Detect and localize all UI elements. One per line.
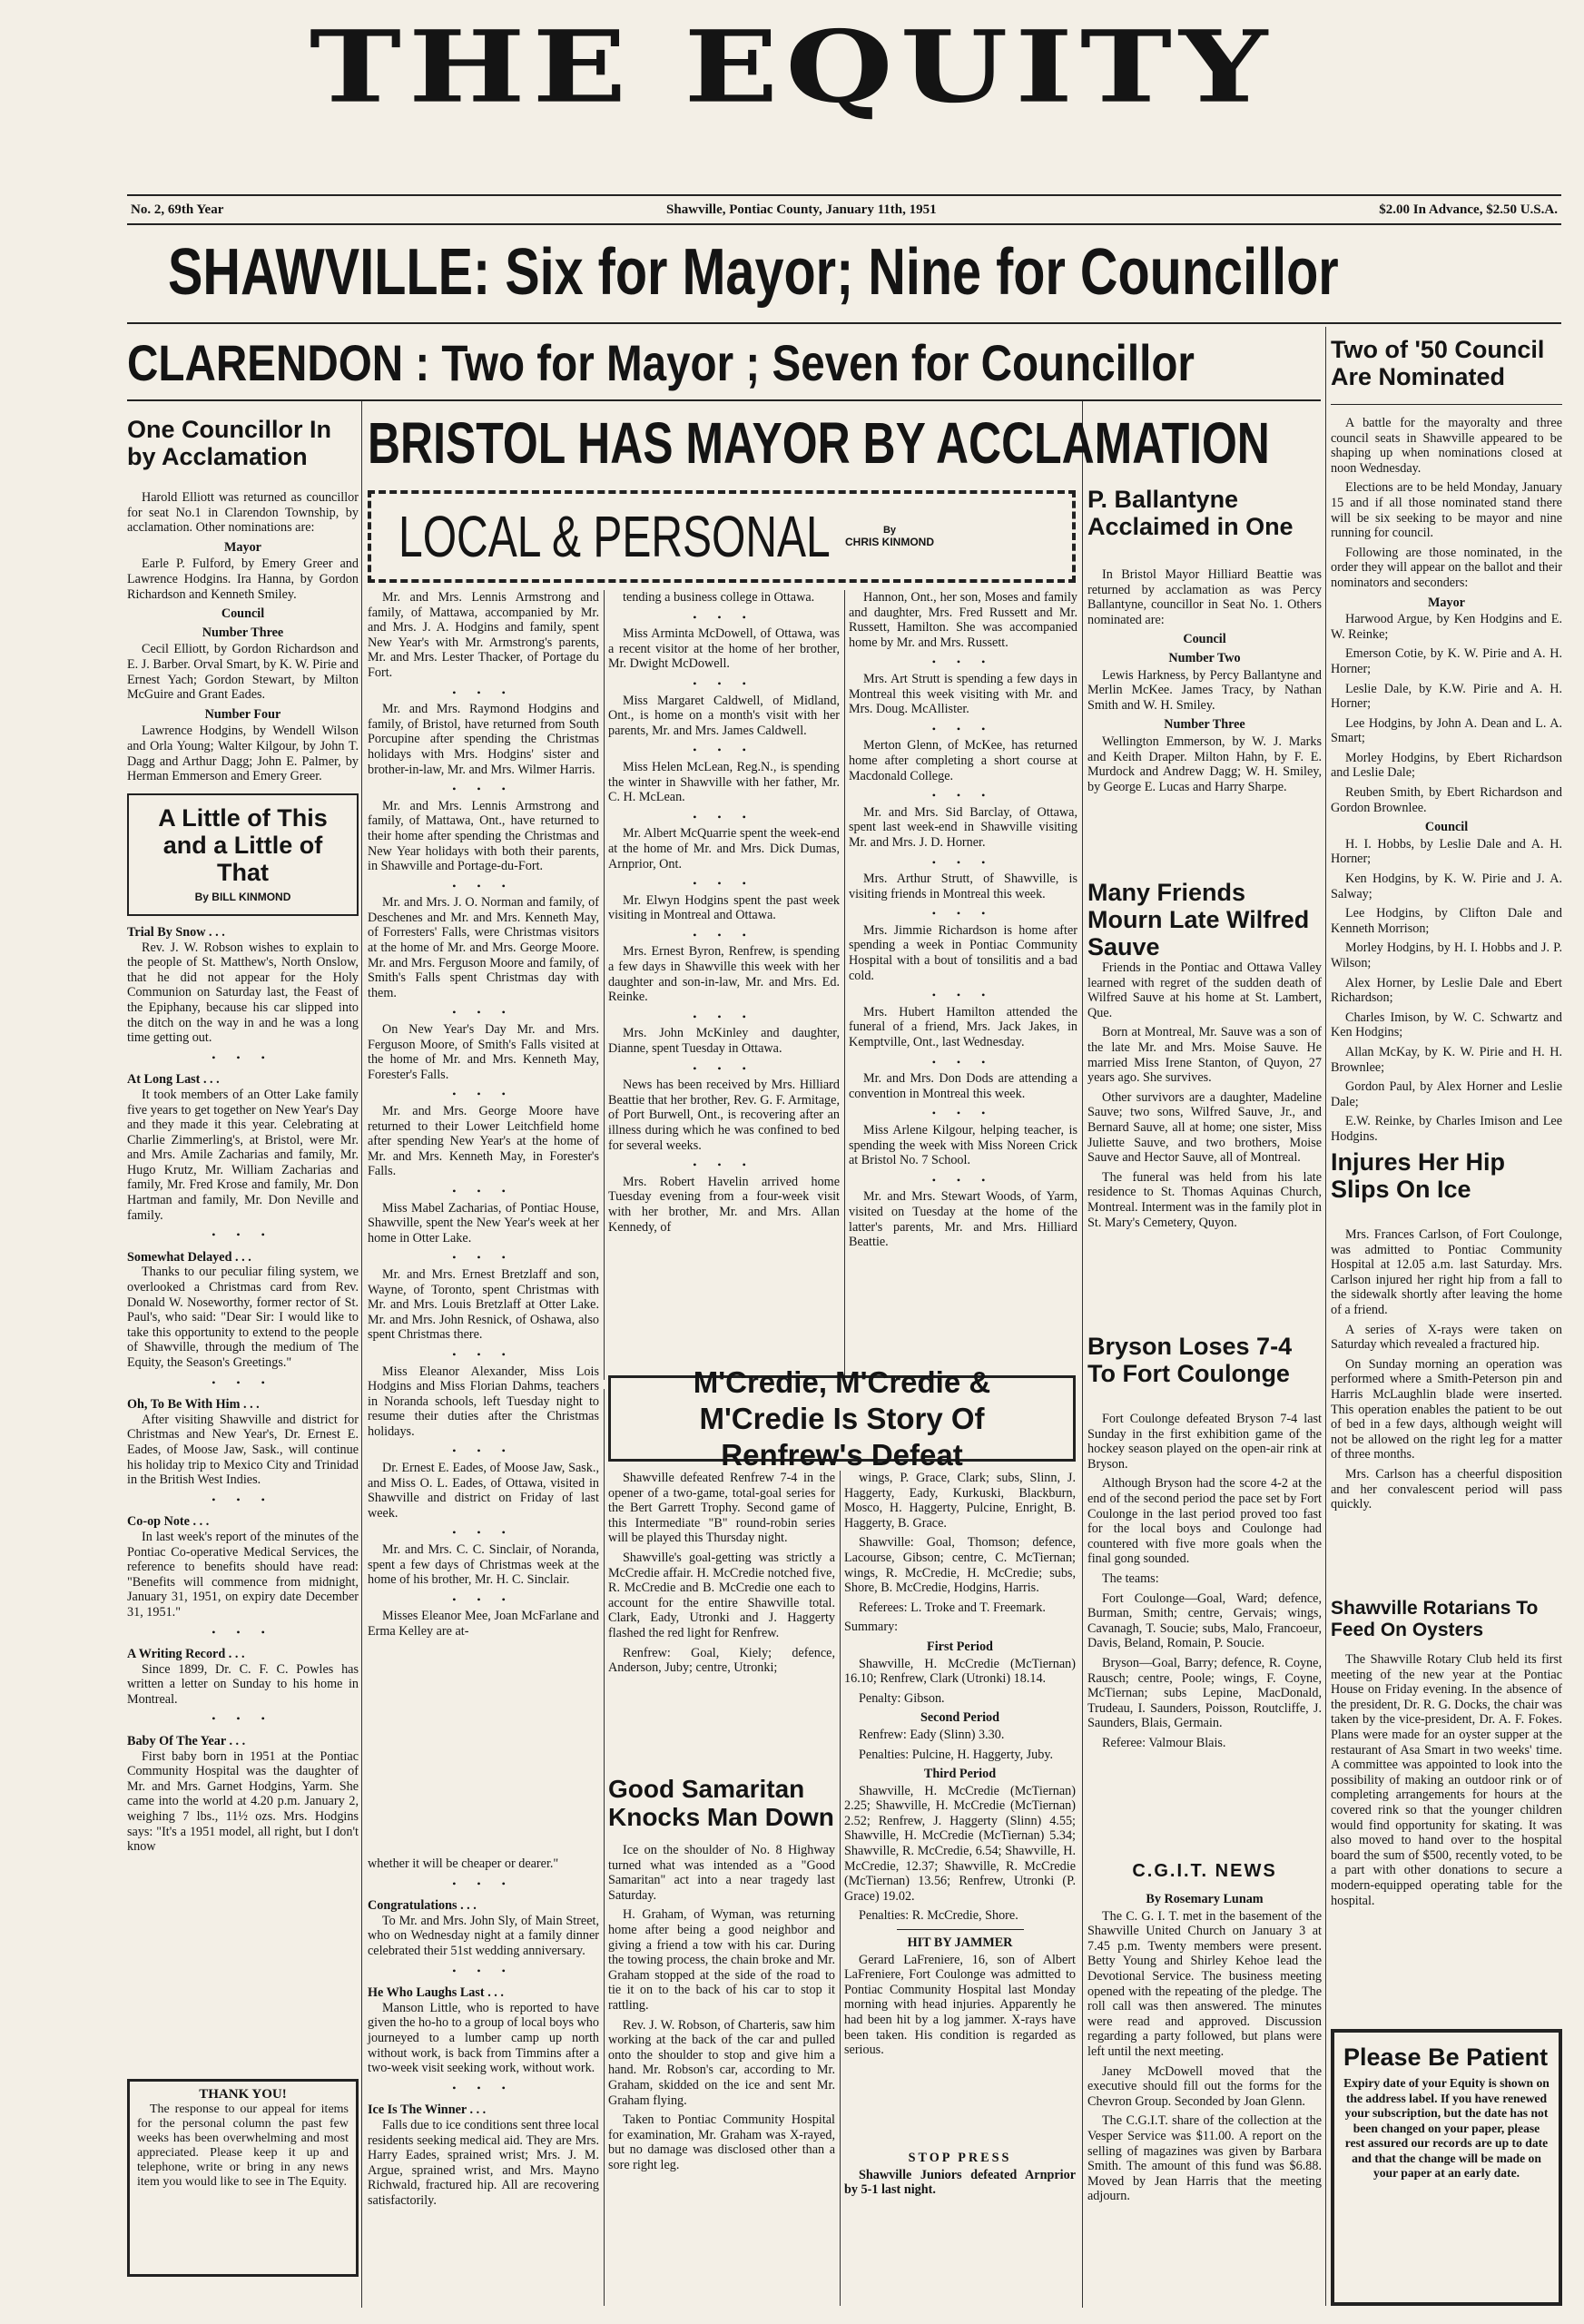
local-item: Mr. and Mrs. Lennis Armstrong and family, of Mattawa, accompanied by Mr. and Mrs. J. A. Hodgins and family, spent New Year's with Mr. Armstrong's parents, Mr. and Mrs. Lester Thacker, of Portage du Fort. bbox=[368, 590, 599, 680]
hip-paragraph: A series of X-rays were taken on Saturday which revealed a fractured hip. bbox=[1331, 1322, 1562, 1353]
cgit-paragraph: The C.G.I.T. share of the collection at the Vesper Service was $11.00. A report on the selling of magazines was given by Barbara Smith. The amount of this fund was $6.88. Moved by Jean Harris that the meeting adjourn. bbox=[1087, 2113, 1322, 2204]
column-item-text: Manson Little, who is reported to have given the ho-ho to a group of local boys who journeyed to a lumber camp up north without work, is back from Timmins after a two-week visit seeking work, without work. bbox=[368, 2000, 599, 2076]
hit-by-jammer-heading: HIT BY JAMMER bbox=[907, 1935, 1013, 1951]
mayor-nominee: Reuben Smith, by Ebert Richardson and Gordon Brownlee. bbox=[1331, 785, 1562, 815]
column-item-text: To Mr. and Mrs. John Sly, of Main Street, who on Wednesday night at a family dinner celebrated their 51st wedding anniversary. bbox=[368, 1913, 599, 1958]
hip-text bbox=[1331, 1227, 1562, 1586]
sauve-paragraph: Friends in the Pontiac and Ottawa Valley learned with regret of the sudden death of Wilfred Sauve at his home at St. Lambert, Que. bbox=[1087, 960, 1322, 1020]
separator-dots: • • • bbox=[452, 1876, 515, 1890]
separator-dots: • • • bbox=[452, 1347, 515, 1361]
thank-you-box bbox=[127, 2079, 359, 2277]
local-item: Merton Glenn, of McKee, has returned home after completing a short course at Macdonald College. bbox=[849, 738, 1077, 783]
separator-dots: • • • bbox=[212, 1625, 274, 1639]
local-item: Mr. and Mrs. George Moore have returned to their Lower Leitchfield home after spending New Year's at the home of Mr. and Mrs. Kenneth May, in Forester's Falls. bbox=[368, 1104, 599, 1179]
clarendon-intro: Harold Elliott was returned as councillor for seat No.1 in Clarendon Township, by acclamation. Other nominations are: bbox=[127, 490, 359, 536]
seat3-label: Number Three bbox=[202, 625, 284, 640]
col2-lower bbox=[368, 1856, 599, 2310]
hockey-col-b bbox=[844, 1471, 1076, 2124]
column-item-heading: Co-op Note . . . bbox=[127, 1514, 210, 1530]
ballantyne-intro: In Bristol Mayor Hilliard Beattie was returned by acclamation as was Percy Ballantyne, councillor in Seat No. 1. Others nominated are: bbox=[1087, 567, 1322, 627]
local-item: Mr. and Mrs. Ernest Bretzlaff and son, Wayne, of Toronto, spent Christmas with Mr. and Mrs. Louis Bretzlaff at Otter Lake. Mr. and Mrs. John Resnick, of Oshawa, also spent Christmas there. bbox=[368, 1266, 599, 1343]
column-item-heading: A Writing Record . . . bbox=[127, 1647, 245, 1662]
rotary-headline: Shawville Rotarians To Feed On Oysters bbox=[1331, 1598, 1539, 1640]
rotary-paragraph: The Shawville Rotary Club held its first meeting of the new year at the Pontiac House on Friday evening. In the absence of the president, Dr. R. G. Docks, the chair was taken by the vice-president, Dr. A. F. Fokes. Plans were made for an oyster supper at the restaurant of Asa Smart in two weeks' time. A committee was appointed to look into the possibility of making an outdoor rink or of completing arrangements for hours at the covered rink so that the younger children would find opportunity for skating. It was also moved to hand over to the hospital board the sum of $500, recently voted, to be a part with other donations to secure a modern-equipped operating table for the hospital. bbox=[1331, 1652, 1562, 1908]
bryson-paragraph: Although Bryson had the score 4-2 at the end of the second period the pace set by Fort Coulonge in the last period proved too fast for the local boys and Coulonge had countered with five more goals when the final gong sounded. bbox=[1087, 1476, 1322, 1567]
issue-number: No. 2, 69th Year bbox=[131, 202, 224, 217]
patient-text: Expiry date of your Equity is shown on the address label. If you have renewed your subscription, but the date has not been changed on your paper, please rest assured our records are up to date and that the change will be made on your paper at an early date. bbox=[1343, 2076, 1550, 2181]
separator-dots: • • • bbox=[212, 1492, 274, 1506]
local-item: Mr. Albert McQuarrie spent the week-end at the home of Mr. and Mrs. Dick Dumas, Arnprior, Ont. bbox=[608, 826, 840, 872]
council-nominee: Morley Hodgins, by H. I. Hobbs and J. P. Wilson; bbox=[1331, 940, 1562, 970]
period3-label: Third Period bbox=[923, 1767, 997, 1782]
ballantyne-headline: P. Ballantyne Acclaimed in One bbox=[1087, 486, 1294, 541]
local-item: Miss Arminta McDowell, of Ottawa, was a recent visitor at the home of her brother, Mr. Dwight McDowell. bbox=[608, 626, 840, 672]
mayor-nominee: Leslie Dale, by K.W. Pirie and A. H. Horner; bbox=[1331, 681, 1562, 712]
little-of-this-box bbox=[127, 793, 359, 916]
ballantyne-text bbox=[1087, 567, 1322, 867]
samaritan-paragraph: H. Graham, of Wyman, was returning home after being a good neighbor and giving a friend a tow with his car. During the towing process, the chain broke and Mr. Graham stopped at the side of the road to tie it on to the back of his car to stop it rattling. bbox=[608, 1907, 835, 2013]
separator-dots: • • • bbox=[931, 855, 995, 869]
council50-paragraph: Elections are to be held Monday, January 15 and if all those nominated stand there will be six seeking to be mayor and nine running for council. bbox=[1331, 480, 1562, 541]
local-author: CHRIS KINMOND bbox=[845, 536, 934, 548]
mayor-nominee: Harwood Argue, by Ken Hodgins and E. W. Reinke; bbox=[1331, 612, 1562, 642]
local-col-a bbox=[368, 590, 599, 1707]
separator-dots: • • • bbox=[452, 1006, 515, 1019]
hockey-paragraph: Shawville: Goal, Thomson; defence, Lacourse, Gibson; centre, C. McTiernan; wings, R. McCredie, H. McCredie; subs, Shore, B. McCredie, Hodgins, Harris. bbox=[844, 1535, 1076, 1596]
local-item: Dr. Ernest E. Eades, of Moose Jaw, Sask., and Miss O. L. Eades, of Ottawa, visited in Shawville and district on Friday of last week. bbox=[368, 1461, 599, 1521]
separator-dots: • • • bbox=[693, 743, 755, 757]
column-item-heading: Trial By Snow . . . bbox=[127, 924, 225, 940]
hockey-headline-box bbox=[608, 1364, 1076, 1472]
little-of-this-byline: By BILL KINMOND bbox=[194, 891, 291, 904]
separator-dots: • • • bbox=[931, 989, 995, 1002]
clarendon-seat3: Cecil Elliott, by Gordon Richardson and E. J. Barber. Orval Smart, by K. W. Pirie and Ernest Yach; Gordon Stewart, by Milton McGuire and Grant Eades. bbox=[127, 642, 359, 703]
hockey-paragraph: Shawville defeated Renfrew 7-4 in the opener of a two-game, total-goal series for the Bert Garrett Trophy. Second game of this Intermediate "B" round-robin series will be played this Thursday night. bbox=[608, 1471, 835, 1546]
samaritan-paragraph: Taken to Pontiac Community Hospital for examination, Mr. Graham was X-rayed, but no damage was disclosed other than a sore right leg. bbox=[608, 2112, 835, 2172]
local-item: Mrs. John McKinley and daughter, Dianne, spent Tuesday in Ottawa. bbox=[608, 1026, 840, 1057]
separator-dots: • • • bbox=[693, 1009, 755, 1023]
local-item: Miss Margaret Caldwell, of Midland, Ont., is home on a month's visit with her parents, Mr. and Mrs. James Caldwell. bbox=[608, 693, 840, 738]
samaritan-text bbox=[608, 1843, 835, 2310]
hockey-paragraph: Shawville's goal-getting was strictly a McCredie affair. H. McCredie notched five, R. McCredie and B. McCredie one each to account for the entire Shawville total. Clark, Eady, Utronki and J. Haggerty flashed the red light for Renfrew. bbox=[608, 1550, 835, 1640]
place-date: Shawville, Pontiac County, January 11th, 1951 bbox=[666, 202, 937, 217]
period2-penalties: Penalties: Pulcine, H. Haggerty, Juby. bbox=[859, 1747, 1054, 1762]
local-item: Hannon, Ont., her son, Moses and family and daughter, Mrs. Fred Russett and Mr. Russett, Hamilton. She was accompanied home by Mr. and Mrs. Russett. bbox=[849, 590, 1077, 650]
hip-paragraph: Mrs. Carlson has a cheerful disposition and her convalescent period will pass quickly. bbox=[1331, 1466, 1562, 1512]
column-item-heading: He Who Laughs Last . . . bbox=[368, 1985, 504, 2001]
local-item: Mrs. Jimmie Richardson is home after spending a week in Pontiac Community Hospital with a bout of tonsilitis and a bad cold. bbox=[849, 922, 1077, 983]
council-nominee: Charles Imison, by W. C. Schwartz and Ken Hodgins; bbox=[1331, 1009, 1562, 1040]
samaritan-paragraph: Rev. J. W. Robson, of Charteris, saw him working at the back of the car and pulled onto the shoulder to stop and give him a hand. Mr. Robson's car, according to Mr. Graham, skidded on the ice and sent Mr. Graham flying. bbox=[608, 2017, 835, 2108]
column-item-text: After visiting Shawville and district for Christmas and New Year's, Dr. Ernest E. Eades, of Moose Jaw, Sask., will continue his holiday trip to Mexico City and Trinidad in the British West Indies. bbox=[127, 1412, 359, 1488]
column-item-text: It took members of an Otter Lake family five years to get together on New Year's Day and they made it this year. Celebrating at Charlie Zimmerling's, at Bristol, were Mr. and Mrs. Amile Zacharias and family, Mr. Hugo Krutz, Mr. William Zacharias and family, Mr. Fred Krose and family, Mr. Don Hartman and family, Mr. Don Neville and family. bbox=[127, 1087, 359, 1223]
bristol-headline: BRISTOL HAS MAYOR BY ACCLAMATION bbox=[368, 410, 1270, 476]
separator-dots: • • • bbox=[212, 1228, 274, 1242]
separator-dots: • • • bbox=[452, 1088, 515, 1101]
separator-dots: • • • bbox=[452, 879, 515, 892]
hockey-paragraph: Renfrew: Goal, Kiely; defence, Anderson, Juby; centre, Utronki; bbox=[608, 1645, 835, 1676]
separator-dots: • • • bbox=[693, 676, 755, 690]
sauve-paragraph: Other survivors are a daughter, Madeline Sauve; two sons, Wilfred Sauve, Jr., and Bernard Sauve, all at home; one sister, Miss Juliette Sauve, and two brothers, Moise Sauve and Hector Sauve, all of Montreal. bbox=[1087, 1089, 1322, 1166]
period1-goals: Shawville, H. McCredie (McTiernan) 16.10; Renfrew, Clark (Utronki) 18.14. bbox=[844, 1656, 1076, 1687]
stop-press bbox=[844, 2147, 1076, 2310]
column-item-heading: Baby Of The Year . . . bbox=[127, 1734, 246, 1749]
council-nominee: Alex Horner, by Leslie Dale and Ebert Richardson; bbox=[1331, 975, 1562, 1006]
stop-press-text: Shawville Juniors defeated Arnprior by 5-1 last night. bbox=[844, 2167, 1076, 2198]
council50-text bbox=[1331, 416, 1562, 1144]
hip-paragraph: Mrs. Frances Carlson, of Fort Coulonge, was admitted to Pontiac Community Hospital at 12.05 a.m. last Saturday. Mrs. Carlson injured her right hip from a fall to the sidewalk shortly after leaving the home of a friend. bbox=[1331, 1227, 1562, 1317]
seat4-label: Number Four bbox=[204, 706, 281, 722]
sauve-paragraph: The funeral was held from his late residence to St. Thomas Aquinas Church, Montreal. Interment was in the family plot in St. Mary's Cemetery, Quyon. bbox=[1087, 1169, 1322, 1230]
period1-label: First Period bbox=[927, 1639, 993, 1654]
column-item-heading: At Long Last . . . bbox=[127, 1072, 220, 1088]
separator-dots: • • • bbox=[693, 877, 755, 891]
sauve-paragraph: Born at Montreal, Mr. Sauve was a son of the late Mr. and Mrs. Moise Sauve. He married Miss Irene Stanton, of Quyon, 27 years ago. She survives. bbox=[1087, 1025, 1322, 1086]
summary-label: Summary: bbox=[844, 1620, 899, 1635]
bryson-text bbox=[1087, 1412, 1322, 1838]
council50-mayor-label: Mayor bbox=[1428, 595, 1465, 610]
bryson-headline: Bryson Loses 7-4 To Fort Coulonge bbox=[1087, 1333, 1293, 1388]
bryson-paragraph: Bryson—Goal, Barry; defence, R. Coyne, Rausch; centre, Poole; wings, F. Coyne, McTiernan; subs Lepine, MacDonald, Trudeau, I. Saunders, Poisson, Routcliffe, J. Saunders, Blais, Germain. bbox=[1087, 1655, 1322, 1731]
hip-headline: Injures Her Hip Slips On Ice bbox=[1331, 1148, 1506, 1204]
local-item: Mr. and Mrs. Don Dods are attending a convention in Montreal this week. bbox=[849, 1071, 1077, 1101]
patient-headline: Please Be Patient bbox=[1343, 2043, 1549, 2071]
separator-dots: • • • bbox=[931, 789, 995, 803]
column-item-heading: Oh, To Be With Him . . . bbox=[127, 1397, 260, 1413]
clarendon-section-heading: One Councillor In by Acclamation bbox=[127, 416, 332, 471]
council-label: Council bbox=[221, 606, 265, 622]
separator-dots: • • • bbox=[452, 685, 515, 699]
separator-dots: • • • bbox=[452, 783, 515, 796]
cgit-byline: By Rosemary Lunam bbox=[1146, 1892, 1264, 1906]
masthead: THE EQUITY bbox=[309, 9, 1275, 125]
separator-dots: • • • bbox=[452, 2081, 515, 2094]
separator-dots: • • • bbox=[452, 1444, 515, 1458]
separator-dots: • • • bbox=[212, 1375, 274, 1389]
separator-dots: • • • bbox=[693, 810, 755, 823]
period1-penalties: Penalty: Gibson. bbox=[859, 1690, 945, 1706]
please-be-patient-box bbox=[1331, 2029, 1562, 2306]
local-item: Mr. and Mrs. C. C. Sinclair, of Noranda, spent a few days of Christmas week at the home of his brother, Mr. H. C. Sinclair. bbox=[368, 1542, 599, 1588]
mayor-nominee: Emerson Cotie, by K. W. Pirie and A. H. Horner; bbox=[1331, 646, 1562, 676]
local-item: Mr. and Mrs. Lennis Armstrong and family, of Mattawa, Ont., have returned to their home after spending the Christmas and New Year holidays with both their parents, in Shawville and Portage-du-Fort. bbox=[368, 798, 599, 874]
hit-by-jammer-text: Gerard LaFreniere, 16, son of Albert LaFreniere, Fort Coulonge was admitted to Pontiac Community Hospital last Monday morning with head injuries. Apparently he had been hit by a log jammer. X-rays have been taken. His condition is regarded as serious. bbox=[844, 1952, 1076, 2058]
local-item: Mr. Elwyn Hodgins spent the past week visiting in Montreal and Ottawa. bbox=[608, 892, 840, 923]
cgit-headline: C.G.I.T. NEWS bbox=[1132, 1861, 1277, 1881]
local-item: tending a business college in Ottawa. bbox=[623, 590, 815, 605]
local-item: Miss Eleanor Alexander, Miss Lois Hodgins and Miss Florian Dahms, teachers in Noranda schools, left Tuesday night to resume their duties after the Christmas holidays. bbox=[368, 1364, 599, 1439]
council50-paragraph: Following are those nominated, in the order they will appear on the ballot and their nominators and seconders: bbox=[1331, 545, 1562, 590]
separator-dots: • • • bbox=[693, 928, 755, 941]
ballantyne-seat3: Wellington Emmerson, by W. J. Marks and Keith Draper. Milton Hahn, by F. E. Murdock and Andrew Dagg; W. H. Smiley, by George E. Lucas and Harry Sharpe. bbox=[1087, 734, 1322, 794]
local-item: Miss Helen McLean, Reg.N., is spending the winter in Shawville with her father, Mr. C. H. McLean. bbox=[608, 759, 840, 805]
separator-dots: • • • bbox=[931, 722, 995, 735]
column-item-text: Thanks to our peculiar filing system, we overlooked a Christmas card from Rev. Donald W. Noseworthy, former rector of St. Paul's, who said: "Dear Sir: I would like to take this opportunity to extend to the people of Shawville, through the medium of The Equity, the Season's Greetings." bbox=[127, 1265, 359, 1371]
local-item: Mr. and Mrs. Raymond Hodgins and family, of Bristol, have returned from South Porcupine after spending the Christmas holidays with Mrs. Hodgins' sister and brother-in-law, Mr. and Mrs. Wilmer Harris. bbox=[368, 702, 599, 777]
bryson-paragraph: Fort Coulonge defeated Bryson 7-4 last Sunday in the first exhibition game of the hockey season played on the open-air rink at Bryson. bbox=[1087, 1412, 1322, 1472]
hockey-paragraph: wings, P. Grace, Clark; subs, Slinn, J. Haggerty, Eady, Kurkuski, Blackburn, Mosco, H. Haggerty, Pulcine, Enright, B. Haggerty, B. Grace. bbox=[844, 1471, 1076, 1531]
local-item: On New Year's Day Mr. and Mrs. Ferguson Moore, of Smith's Falls visited at the home of Mr. and Mrs. Kenneth May, Forester's Falls. bbox=[368, 1022, 599, 1082]
ballantyne-council-label: Council bbox=[1183, 632, 1226, 647]
local-item: Mr. and Mrs. J. O. Norman and family, of Deschenes and Mr. and Mrs. Kenneth May, of Forresters' Falls, were Christmas visitors at the home of Mr. and Mrs. George Moore. Mr. and Mrs. Ferguson Moore and family, of Smith's Falls spent Christmas day with them. bbox=[368, 895, 599, 1000]
separator-dots: • • • bbox=[931, 907, 995, 921]
col1-items bbox=[127, 925, 359, 1855]
sauve-headline: Many Friends Mourn Late Wilfred Sauve bbox=[1087, 879, 1310, 961]
separator-dots: • • • bbox=[452, 1526, 515, 1540]
separator-dots: • • • bbox=[931, 1055, 995, 1068]
council-nominee: H. I. Hobbs, by Leslie Dale and A. H. Horner; bbox=[1331, 836, 1562, 867]
dateline bbox=[127, 194, 1561, 225]
local-item: Miss Arlene Kilgour, helping teacher, is spending the week with Miss Noreen Crick at Bristol No. 7 School. bbox=[849, 1123, 1077, 1168]
local-item: Mr. and Mrs. Sid Barclay, of Ottawa, spent last week-end in Shawville visiting Mr. and Mrs. J. D. Horner. bbox=[849, 804, 1077, 850]
ballantyne-seat3-label: Number Three bbox=[1164, 717, 1245, 733]
separator-dots: • • • bbox=[931, 1173, 995, 1187]
local-personal-title: LOCAL & PERSONAL bbox=[398, 504, 831, 569]
period3-penalties: Penalties: R. McCredie, Shore. bbox=[859, 1908, 1018, 1924]
column-item-heading: Somewhat Delayed . . . bbox=[127, 1249, 251, 1265]
local-item: Mr. and Mrs. Stewart Woods, of Yarm, visited on Tuesday at the home of the latter's parents, Mr. and Mrs. Hilliard Beattie. bbox=[849, 1189, 1077, 1250]
separator-dots: • • • bbox=[452, 1592, 515, 1606]
local-col-b bbox=[608, 590, 840, 1380]
separator-dots: • • • bbox=[452, 1251, 515, 1265]
mayor-label: Mayor bbox=[224, 539, 261, 555]
little-of-this-title: A Little of This and a Little of That bbox=[158, 803, 328, 887]
period2-goals: Renfrew: Eady (Slinn) 3.30. bbox=[859, 1727, 1005, 1742]
hockey-paragraph: Referees: L. Troke and T. Freemark. bbox=[859, 1600, 1046, 1615]
clarendon-seat4: Lawrence Hodgins, by Wendell Wilson and Orla Young; Walter Kilgour, by John T. Dagg and Arthur Dagg; John E. Palmer, by Herman Emmerson and Emery Greer. bbox=[127, 724, 359, 784]
samaritan-headline: Good Samaritan Knocks Man Down bbox=[608, 1775, 834, 1832]
council-nominee: Allan McKay, by K. W. Pirie and H. H. Brownlee; bbox=[1331, 1044, 1562, 1075]
separator-dots: • • • bbox=[693, 1158, 755, 1172]
council-nominee: Gordon Paul, by Alex Horner and Leslie Dale; bbox=[1331, 1079, 1562, 1109]
hockey-col-a bbox=[608, 1471, 835, 1766]
price: $2.00 In Advance, $2.50 U.S.A. bbox=[1379, 202, 1558, 217]
mayor-nominee: Lee Hodgins, by John A. Dean and L. A. Smart; bbox=[1331, 715, 1562, 746]
stop-press-heading: STOP PRESS bbox=[908, 2151, 1012, 2165]
local-item: News has been received by Mrs. Hilliard Beattie that her brother, Rev. G. F. Armitage, of Port Burwell, Ont., is recovering after an illness during which he was confined to bed for several weeks. bbox=[608, 1078, 840, 1153]
local-item: Mrs. Art Strutt is spending a few days in Montreal this week visiting with Mr. and Mrs. Doug. McAllister. bbox=[849, 671, 1077, 717]
ballantyne-seat2: Lewis Harkness, by Percy Ballantyne and Merlin McKee. James Tracy, by Nathan Smith and W. H. Smiley. bbox=[1087, 667, 1322, 713]
council50-headline: Two of '50 Council Are Nominated bbox=[1331, 336, 1545, 391]
local-item: Misses Eleanor Mee, Joan McFarlane and Erma Kelley are at- bbox=[368, 1609, 599, 1639]
council50-paragraph: A battle for the mayoralty and three council seats in Shawville appeared to be shaping up when nominations closed at noon Wednesday. bbox=[1331, 416, 1562, 476]
council-nominee: Lee Hodgins, by Clifton Dale and Kenneth Morrison; bbox=[1331, 906, 1562, 936]
separator-dots: • • • bbox=[212, 1712, 274, 1726]
sauve-text bbox=[1087, 960, 1322, 1315]
ballantyne-seat2-label: Number Two bbox=[1168, 650, 1241, 665]
local-personal-banner bbox=[368, 490, 1076, 583]
column-item-text: In last week's report of the minutes of the Pontiac Co-operative Medical Services, the reference to benefits should have read: "Benefits will commence from midnight, January 31, 1951, on expiry date December 31, 1951." bbox=[127, 1529, 359, 1620]
column-item-text: whether it will be cheaper or dearer." bbox=[368, 1856, 559, 1871]
hockey-headline: M'Credie, M'Credie & M'Credie Is Story Of Renfrew's Defeat bbox=[693, 1364, 991, 1472]
hip-paragraph: On Sunday morning an operation was performed where a Smith-Peterson pin and Harris McLaughlin blade were inserted. This operation enables the patient to be out of bed in a few days, although weight will not be allowed on the right leg for a matter of three months. bbox=[1331, 1356, 1562, 1462]
local-item: Mrs. Arthur Strutt, of Shawville, is visiting friends in Montreal this week. bbox=[849, 872, 1077, 901]
separator-dots: • • • bbox=[693, 610, 755, 624]
bryson-paragraph: Fort Coulonge—Goal, Ward; defence, Burman, Smith; centre, Gervais; wings, Cavanagh, T. Soucie; subs, Malo, Francoeur, Davis, Beland, Romain, P. Soucie. bbox=[1087, 1590, 1322, 1651]
local-item: Miss Mabel Zacharias, of Pontiac House, Shawville, spent the New Year's week at her home in Otter Lake. bbox=[368, 1200, 599, 1246]
council-nominee: Ken Hodgins, by K. W. Pirie and J. A. Salway; bbox=[1331, 872, 1562, 901]
local-by: By bbox=[882, 525, 897, 536]
col1-text bbox=[127, 490, 359, 1855]
column-item-heading: Ice Is The Winner . . . bbox=[368, 2102, 487, 2118]
bryson-paragraph: The teams: bbox=[1102, 1571, 1159, 1586]
separator-dots: • • • bbox=[693, 1061, 755, 1075]
thank-you-title: THANK YOU! bbox=[199, 2087, 287, 2102]
column-item-text: Rev. J. W. Robson wishes to explain to the people of St. Matthew's, North Onslow, that he did not appear for the Holy Communion on Saturday last, the Feast of the Epiphany, because his car slipped into the ditch on the way in and he was a long time getting out. bbox=[127, 940, 359, 1046]
column-item-text: First baby born in 1951 at the Pontiac Community Hospital was the daughter of Mr. and Mrs. Garnet Hodgins, Yarm. She came into the world at 4.20 p.m. January 2, weighing 7 lbs., 11½ ozs. Mrs. Hodgins says: "It's a 1951 model, all right, but I don't know bbox=[127, 1748, 359, 1855]
column-item-heading: Congratulations . . . bbox=[368, 1898, 477, 1914]
local-item: Mrs. Hubert Hamilton attended the funeral of a friend, Mrs. Jack Jakes, in Kemptville, Ont., last Wednesday. bbox=[849, 1004, 1077, 1050]
main-headline: SHAWVILLE: Six for Mayor; Nine for Councillor bbox=[168, 236, 1339, 309]
council50-council-label: Council bbox=[1424, 820, 1469, 835]
council-nominee: E.W. Reinke, by Charles Imison and Lee Hodgins. bbox=[1331, 1114, 1562, 1144]
thank-you-text: The response to our appeal for items for the personal column the past few weeks has been overwhelming and most appreciated. Please keep it up and telephone, write or bring in any news item you would like to see in The Equity. bbox=[137, 2102, 349, 2189]
column-item-text: Since 1899, Dr. C. F. C. Powles has written a letter on Sunday to his home in Montreal. bbox=[127, 1661, 359, 1707]
bryson-paragraph: Referee: Valmour Blais. bbox=[1102, 1735, 1226, 1750]
local-item: Mrs. Robert Havelin arrived home Tuesday evening from a four-week visit with her brother, Mr. and Mrs. Allan Kennedy, of bbox=[608, 1174, 840, 1235]
separator-dots: • • • bbox=[212, 1050, 274, 1064]
separator-dots: • • • bbox=[452, 1184, 515, 1197]
local-item: Mrs. Ernest Byron, Renfrew, is spending a few days in Shawville this week with her daughter and son-in-law, Mr. and Mrs. Ed. Reinke. bbox=[608, 944, 840, 1005]
cgit-paragraph: Janey McDowell moved that the executive should fill out the forms for the Chevron Group. Seconded by Joan Glenn. bbox=[1087, 2063, 1322, 2109]
separator-dots: • • • bbox=[452, 1964, 515, 1977]
period2-label: Second Period bbox=[920, 1710, 1000, 1726]
period3-goals: Shawville, H. McCredie (McTiernan) 2.25; Shawville, H. McCredie (McTiernan) 2.52; Renfrew, J. Haggerty (Slinn) 4.55; Shawville, H. McCredie (McTiernan) 5.34; Shawville, R. McCredie, 6.54; Shawville, H. McCredie, 12.37; Shawville, R. McCredie (McTiernan) 13.56; Renfrew, Utronki (P. Grace) 19.02. bbox=[844, 1783, 1076, 1904]
mayor-nominee: Morley Hodgins, by Ebert Richardson and Leslie Dale; bbox=[1331, 750, 1562, 781]
cgit-paragraph: The C. G. I. T. met in the basement of the Shawville United Church on January 3 at 7.45 p.m. Twenty members were present. Betty Young and Shirley Kehoe lead the Devotional Service. The business meeting opened with the repeating of the pledge. The roll call was then answered. The minutes were read and approved. Discussion regarding a party followed, but plans were left until the next meeting. bbox=[1087, 1908, 1322, 2059]
cgit-text bbox=[1087, 1888, 1322, 2310]
samaritan-paragraph: Ice on the shoulder of No. 8 Highway turned what was intended as a "Good Samaritan" act into a near tragedy last Saturday. bbox=[608, 1843, 835, 1903]
local-col-c bbox=[849, 590, 1077, 1380]
clarendon-headline: CLARENDON : Two for Mayor ; Seven for Councillor bbox=[127, 334, 1195, 391]
clarendon-mayor-nominees: Earle P. Fulford, by Emery Greer and Lawrence Hodgins. Ira Hanna, by Gordon Richardson and Kenneth Smiley. bbox=[127, 556, 359, 602]
separator-dots: • • • bbox=[931, 655, 995, 669]
separator-dots: • • • bbox=[931, 1107, 995, 1120]
rotary-text bbox=[1331, 1652, 1562, 2002]
column-item-text: Falls due to ice conditions sent three local residents seeking medical aid. They are Mrs. Harry Eades, sprained wrist; Mrs. J. M. Argue, sprained wrist, and Mrs. Mayno Richwald, fractured hip. All are recovering satisfactorily. bbox=[368, 2117, 599, 2208]
